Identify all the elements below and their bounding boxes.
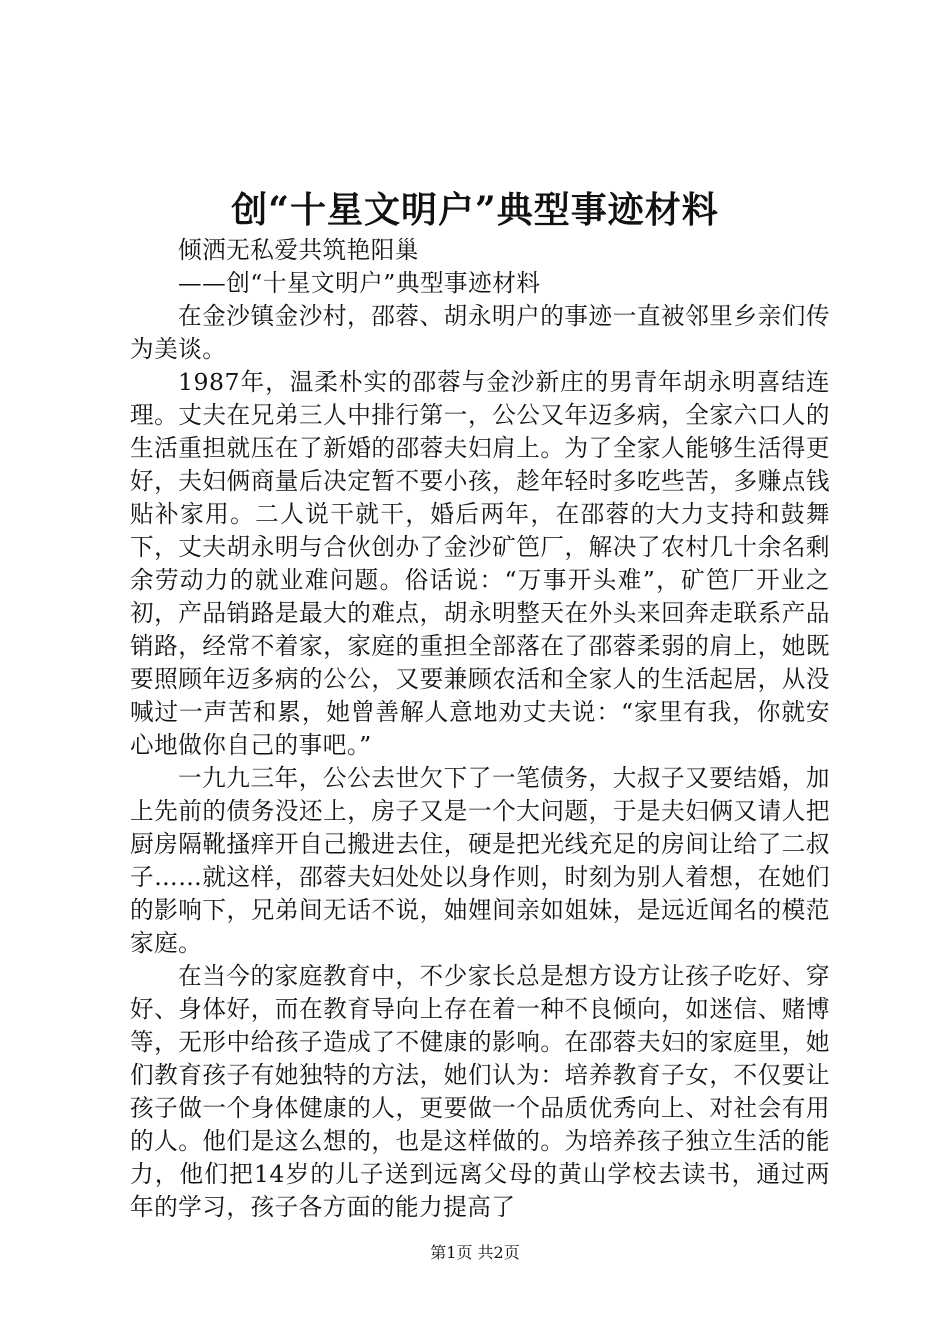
subtitle-line-2: ——创“十星文明户”典型事迹材料	[178, 269, 541, 297]
page-number-footer: 第1页 共2页	[430, 1243, 520, 1262]
document-title: 创“十星文明户”典型事迹材料	[231, 189, 719, 231]
paragraph-2: 1987年，温柔朴实的邵蓉与金沙新庄的男青年胡永明喜结连理。丈夫在兄弟三人中排行第一，公公又年迈多病，全家六口人的生活重担就压在了新婚的邵蓉夫妇肩上。为了全家人能够生活得更好，夫妇俩商量后决定暂不要小孩，趁年轻时多吃些苦，多赚点钱贴补家用。二人说干就干，婚后两年，在邵蓉的大力支持和鼓舞下，丈夫胡永明与合伙创办了金沙矿笆厂，解决了农村几十余名剩余劳动力的就业难问题。俗话说：“万事开头难”，矿笆厂开业之初，产品销路是最大的难点，胡永明整天在外头来回奔走联系产品销路，经常不着家，家庭的重担全部落在了邵蓉柔弱的肩上，她既要照顾年迈多病的公公，又要兼顾农活和全家人的生活起居，从没喊过一声苦和累，她曾善解人意地劝丈夫说：“家里有我，你就安心地做你自己的事吧。”	[130, 368, 830, 759]
paragraph-1: 在金沙镇金沙村，邵蓉、胡永明户的事迹一直被邻里乡亲们传为美谈。	[130, 302, 830, 363]
subtitle-line-1: 倾洒无私爱共筑艳阳巢	[178, 236, 419, 264]
paragraph-4: 在当今的家庭教育中，不少家长总是想方设方让孩子吃好、穿好、身体好，而在教育导向上存在着一种不良倾向，如迷信、赌博等，无形中给孩子造成了不健康的影响。在邵蓉夫妇的家庭里，她们教育孩子有她独特的方法，她们认为：培养教育子女，不仅要让孩子做一个身体健康的人，更要做一个品质优秀向上、对社会有用的人。他们是这么想的，也是这样做的。为培养孩子独立生活的能力，他们把14岁的儿子送到远离父母的黄山学校去读书，通过两年的学习，孩子各方面的能力提高了	[130, 962, 830, 1221]
document-body	[130, 234, 830, 1224]
paragraph-3: 一九九三年，公公去世欠下了一笔债务，大叔子又要结婚，加上先前的债务没还上，房子又是一个大问题，于是夫妇俩又请人把厨房隔靴搔痒开自己搬进去住，硬是把光线充足的房间让给了二叔子……就这样，邵蓉夫妇处处以身作则，时刻为别人着想，在她们的影响下，兄弟间无话不说，妯娌间亲如姐妹，是远近闻名的模范家庭。	[130, 764, 830, 957]
